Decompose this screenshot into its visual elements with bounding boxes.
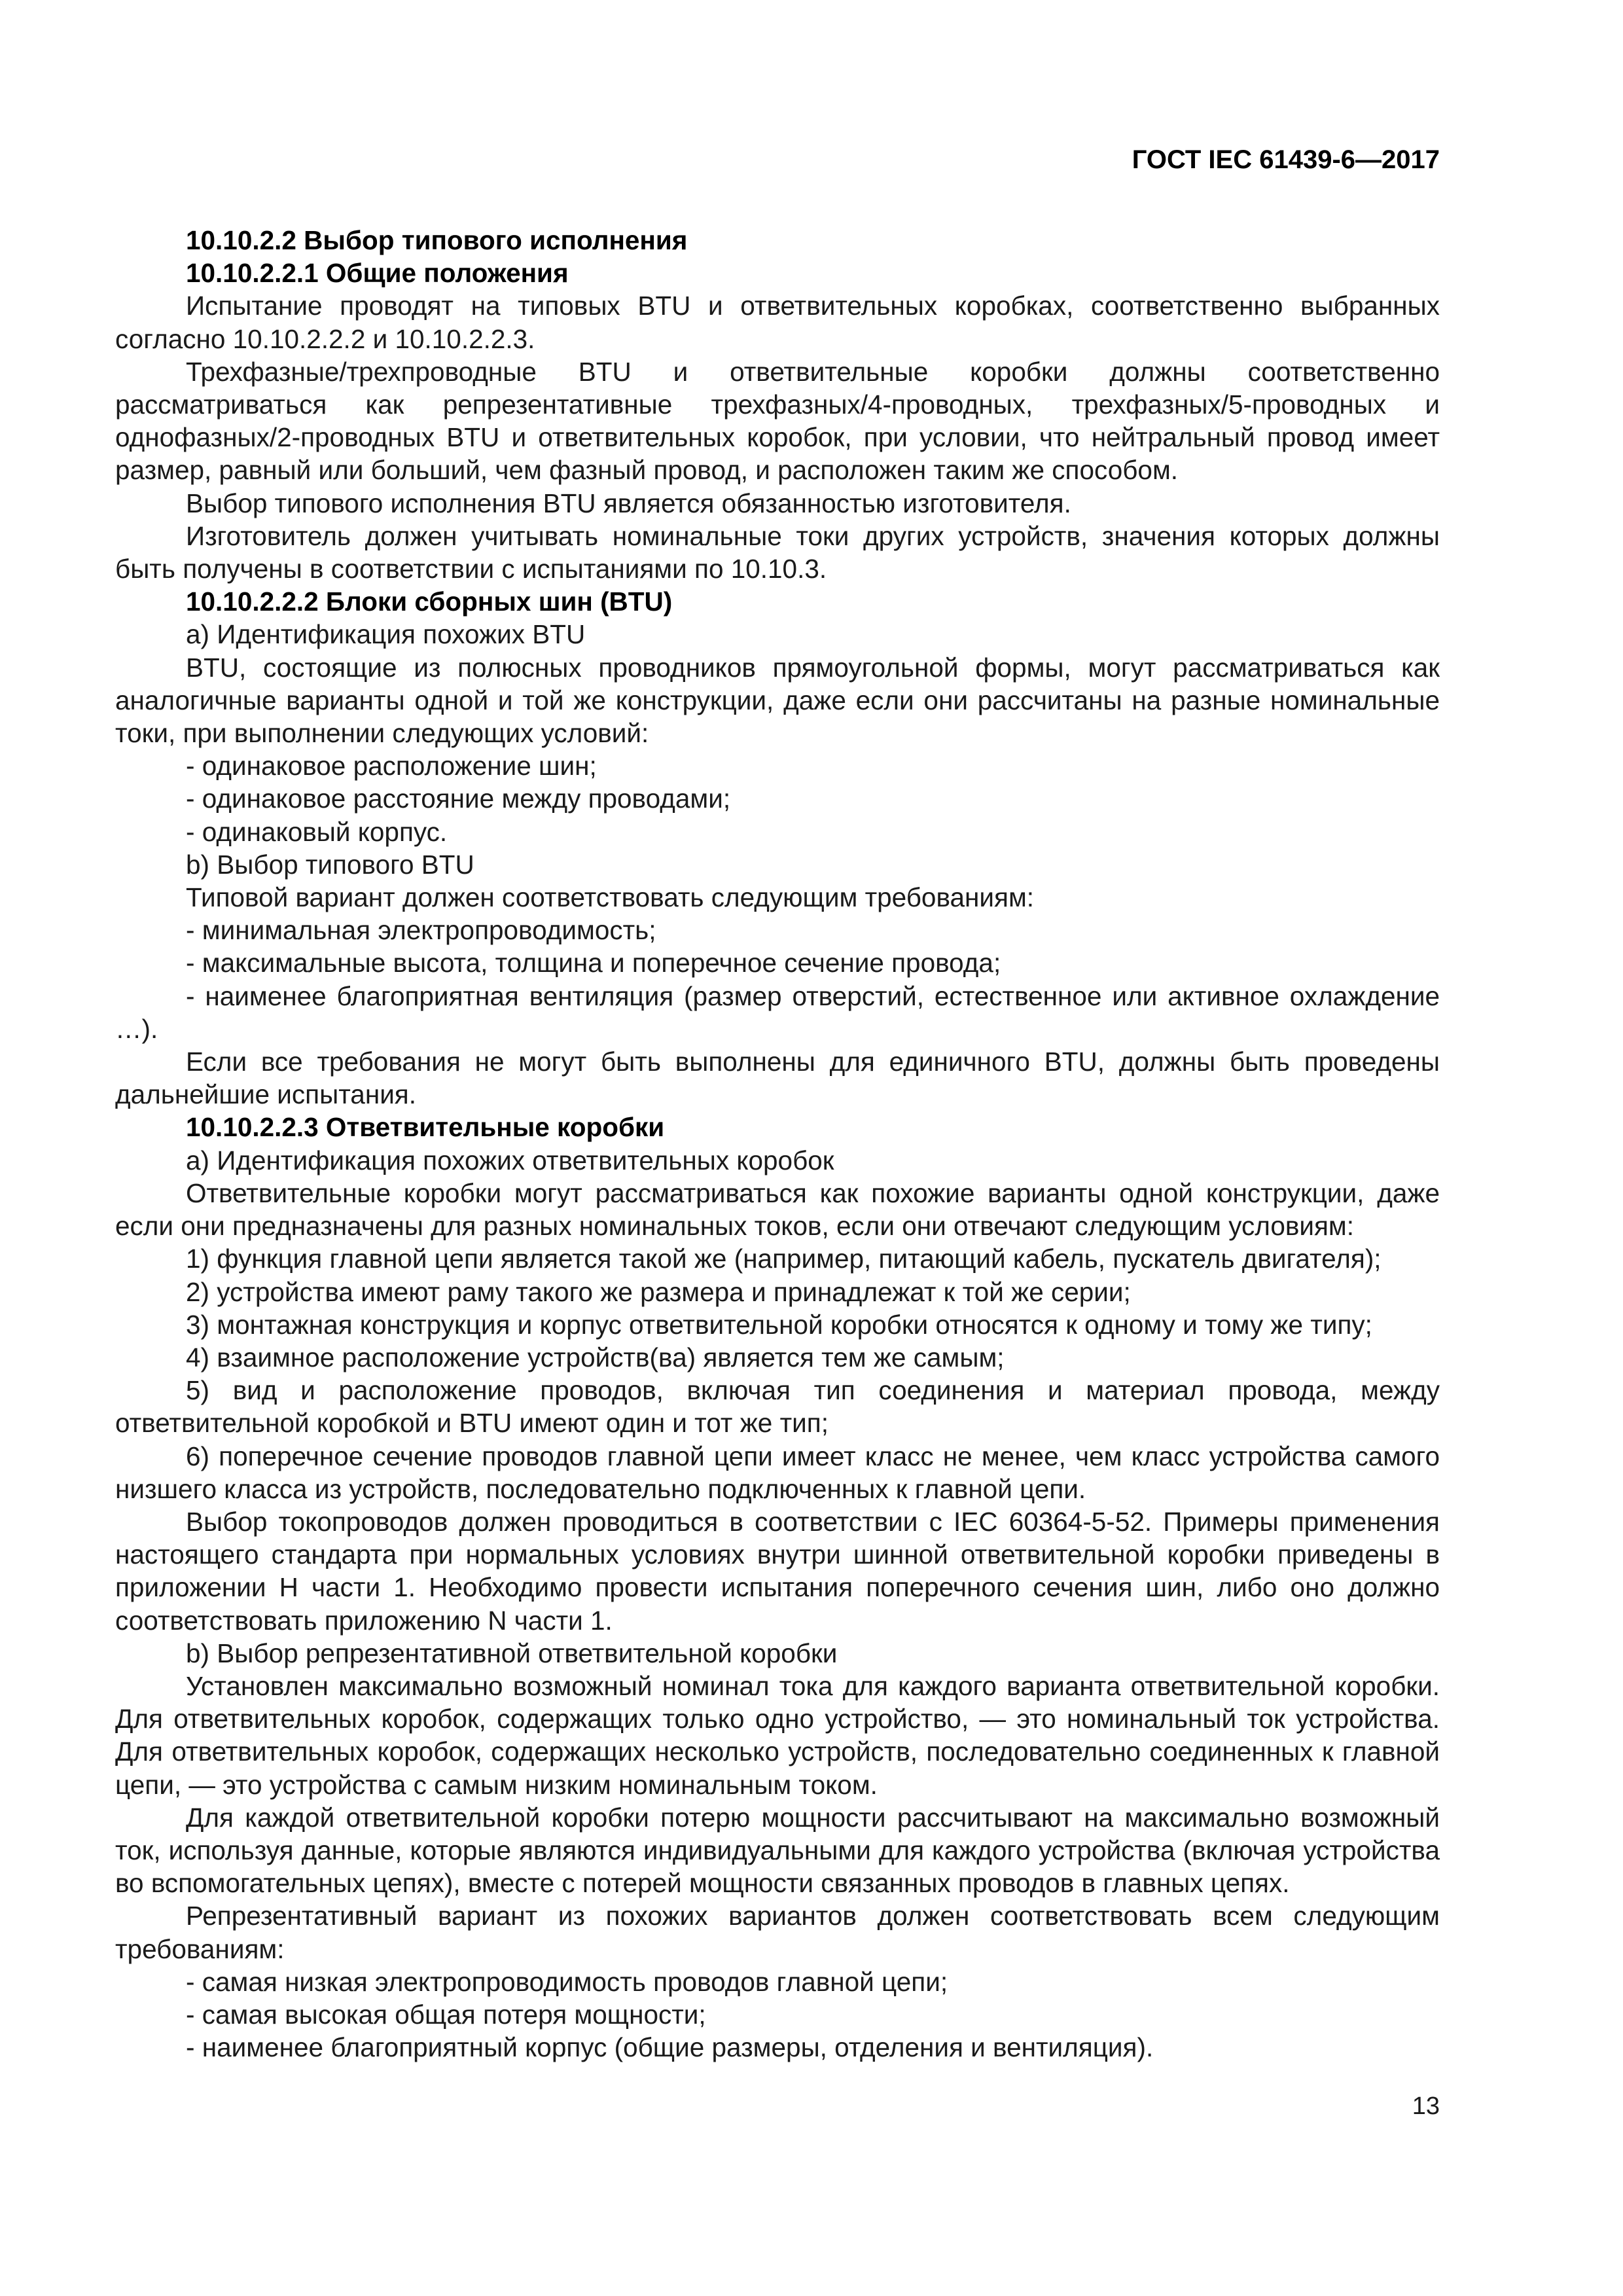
paragraph: Испытание проводят на типовых BTU и ответвительных коробках, соответственно выбранных согласно 10.10.2.2.2 и 10.10.2.2.3. bbox=[115, 291, 1440, 354]
paragraph: a) Идентификация похожих BTU bbox=[186, 619, 586, 650]
section-heading: 10.10.2.2.1 Общие положения bbox=[186, 258, 569, 289]
section-heading: 10.10.2.2.2 Блоки сборных шин (BTU) bbox=[186, 586, 673, 617]
paragraph: Если все требования не могут быть выполнены для единичного BTU, должны быть проведены дальнейшие испытания. bbox=[115, 1047, 1440, 1110]
paragraph: BTU, состоящие из полюсных проводников прямоугольной формы, могут рассматриваться как аналогичные варианты одной и той же конструкции, даже если они рассчитаны на разные номинальные токи, при выполнении следующих условий: bbox=[115, 652, 1440, 749]
paragraph: b) Выбор типового BTU bbox=[186, 849, 474, 880]
section-heading: 10.10.2.2 Выбор типового исполнения bbox=[186, 225, 688, 255]
document-body bbox=[115, 224, 1440, 2064]
paragraph: Изготовитель должен учитывать номинальные токи других устройств, значения которых должны быть получены в соответствии с испытаниями по 10.10.3. bbox=[115, 520, 1440, 584]
paragraph: 6) поперечное сечение проводов главной цепи имеет класс не менее, чем класс устройства самого низшего класса из устройств, последовательно подключенных к главной цепи. bbox=[115, 1441, 1440, 1504]
paragraph: Типовой вариант должен соответствовать следующим требованиям: bbox=[186, 882, 1035, 913]
standard-designation: ГОСТ IEC 61439-6—2017 bbox=[1132, 145, 1440, 174]
list-item: - самая высокая общая потеря мощности; bbox=[186, 1999, 706, 2030]
paragraph: Для каждой ответвительной коробки потерю мощности рассчитывают на максимально возможный ток, используя данные, которые являются индивидуальными для каждого устройства (включая устройства во вспомогательных цепях), вместе с потерей мощности связанных проводов в главных цепях. bbox=[115, 1802, 1440, 1899]
section-heading: 10.10.2.2.3 Ответвительные коробки bbox=[186, 1112, 665, 1143]
paragraph: - наименее благоприятная вентиляция (размер отверстий, естественное или активное охлаждение …). bbox=[115, 980, 1440, 1044]
list-item: - одинаковое расположение шин; bbox=[186, 751, 597, 781]
paragraph: b) Выбор репрезентативной ответвительной коробки bbox=[186, 1638, 838, 1668]
list-item: - одинаковый корпус. bbox=[186, 816, 448, 847]
numbered-item: 2) устройства имеют раму такого же размера и принадлежат к той же серии; bbox=[186, 1276, 1131, 1307]
paragraph: Выбор типового исполнения BTU является обязанностью изготовителя. bbox=[186, 488, 1071, 518]
paragraph: Выбор токопроводов должен проводиться в соответствии с IEC 60364-5-52. Примеры применения настоящего стандарта при нормальных условиях внутри шинной ответвительной коробки приведены в приложении H части 1. Необходимо провести испытания поперечного сечения шин, либо оно должно соответствовать приложению N части 1. bbox=[115, 1506, 1440, 1636]
list-item: - максимальные высота, толщина и поперечное сечение провода; bbox=[186, 948, 1001, 978]
list-item: - наименее благоприятный корпус (общие размеры, отделения и вентиляция). bbox=[186, 2032, 1154, 2063]
paragraph: Репрезентативный вариант из похожих вариантов должен соответствовать всем следующим требованиям: bbox=[115, 1901, 1440, 1964]
list-item: - минимальная электропроводимость; bbox=[186, 915, 656, 946]
list-item: - одинаковое расстояние между проводами; bbox=[186, 783, 731, 814]
numbered-item: 4) взаимное расположение устройств(ва) является тем же самым; bbox=[186, 1342, 1005, 1372]
paragraph: 5) вид и расположение проводов, включая тип соединения и материал провода, между ответвительной коробкой и BTU имеют один и тот же тип; bbox=[115, 1375, 1440, 1439]
paragraph: Ответвительные коробки могут рассматриваться как похожие варианты одной конструкции, даже если они предназначены для разных номинальных токов, если они отвечают следующим условиям: bbox=[115, 1177, 1440, 1242]
paragraph: Трехфазные/трехпроводные BTU и ответвительные коробки должны соответственно рассматриваться как репрезентативные трехфазных/4-проводных, трехфазных/5-проводных и однофазных/2-проводных BTU и ответвительных коробок, при условии, что нейтральный провод имеет размер, равный или больший, чем фазный провод, и расположен таким же способом. bbox=[115, 356, 1440, 486]
paragraph: Установлен максимально возможный номинал тока для каждого варианта ответвительной коробки. Для ответвительных коробок, содержащих только одно устройство, — это номинальный ток устройства. Для ответвительных коробок, содержащих несколько устройств, последовательно соединенных к главной цепи, — это устройства с самым низким номинальным током. bbox=[115, 1670, 1440, 1800]
page-number: 13 bbox=[1412, 2092, 1440, 2120]
list-item: - самая низкая электропроводимость проводов главной цепи; bbox=[186, 1966, 948, 1997]
paragraph: a) Идентификация похожих ответвительных коробок bbox=[186, 1145, 834, 1175]
numbered-item: 1) функция главной цепи является такой же (например, питающий кабель, пускатель двигателя); bbox=[186, 1244, 1382, 1274]
numbered-item: 3) монтажная конструкция и корпус ответвительной коробки относятся к одному и тому же типу; bbox=[186, 1309, 1372, 1340]
